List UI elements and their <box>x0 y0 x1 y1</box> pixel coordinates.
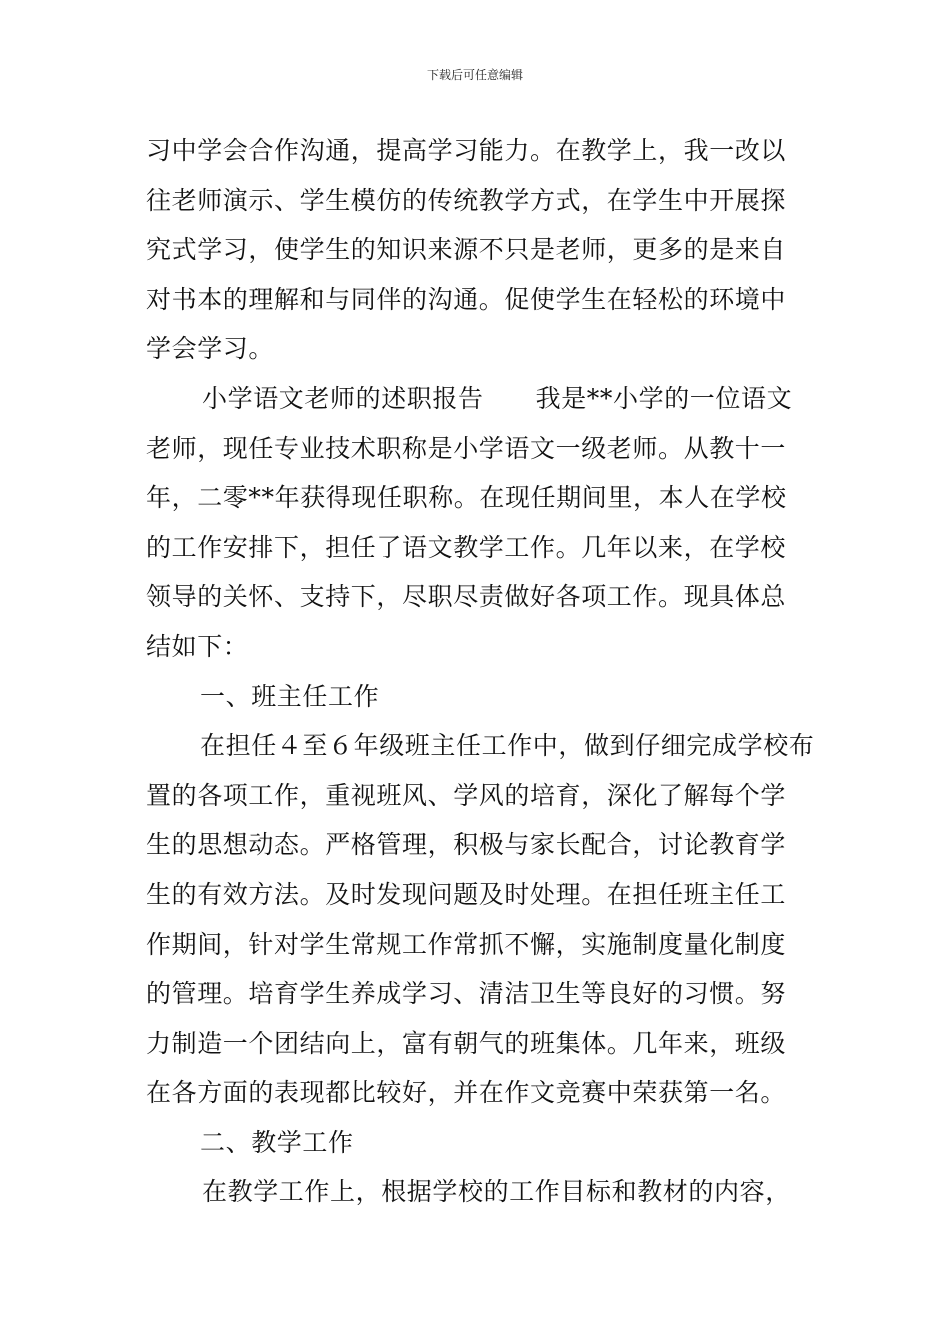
text-line: 在担任４至６年级班主任工作中，做到仔细完成学校布 <box>200 731 815 761</box>
text-line: 在各方面的表现都比较好，并在作文竞赛中荣获第一名。 <box>146 1078 787 1108</box>
text-line: 领导的关怀、支持下，尽职尽责做好各项工作。现具体总 <box>146 582 787 612</box>
text-line: 对书本的理解和与同伴的沟通。促使学生在轻松的环境中 <box>146 284 787 314</box>
text-line: 年，二零**年获得现任职称。在现任期间里，本人在学校 <box>146 483 787 513</box>
text-line: 力制造一个团结向上，富有朝气的班集体。几年来，班级 <box>146 1028 787 1058</box>
text-line: 作期间，针对学生常规工作常抓不懈，实施制度量化制度 <box>146 929 787 959</box>
section-heading-2: 二、教学工作 <box>200 1127 354 1157</box>
intro-start: 我是**小学的一位语文 <box>535 383 793 413</box>
text-line: 究式学习，使学生的知识来源不只是老师，更多的是来自 <box>146 235 787 265</box>
text-line: 生的有效方法。及时发现问题及时处理。在担任班主任工 <box>146 879 787 909</box>
text-line: 的工作安排下，担任了语文教学工作。几年以来，在学校 <box>146 532 787 562</box>
text-line: 老师，现任专业技术职称是小学语文一级老师。从教十一 <box>146 433 787 463</box>
report-title-line <box>146 374 810 424</box>
text-line: 学会学习。 <box>146 334 275 364</box>
text-line: 习中学会合作沟通，提高学习能力。在教学上，我一改以 <box>146 136 787 165</box>
text-line: 在教学工作上，根据学校的工作目标和教材的内容， <box>202 1177 791 1207</box>
text-line: 的管理。培育学生养成学习、清洁卫生等良好的习惯。努 <box>146 979 787 1009</box>
section-heading-1: 一、班主任工作 <box>200 681 380 711</box>
document-body <box>146 126 815 1217</box>
text-line: 往老师演示、学生模仿的传统教学方式，在学生中开展探 <box>146 185 787 215</box>
text-line: 结如下： <box>146 631 249 661</box>
text-line: 置的各项工作，重视班风、学风的培育，深化了解每个学 <box>146 780 787 810</box>
text-line: 生的思想动态。严格管理，积极与家长配合，讨论教育学 <box>146 830 787 860</box>
report-title: 小学语文老师的述职报告 <box>202 383 484 413</box>
page-header-note: 下载后可任意编辑 <box>426 68 523 82</box>
